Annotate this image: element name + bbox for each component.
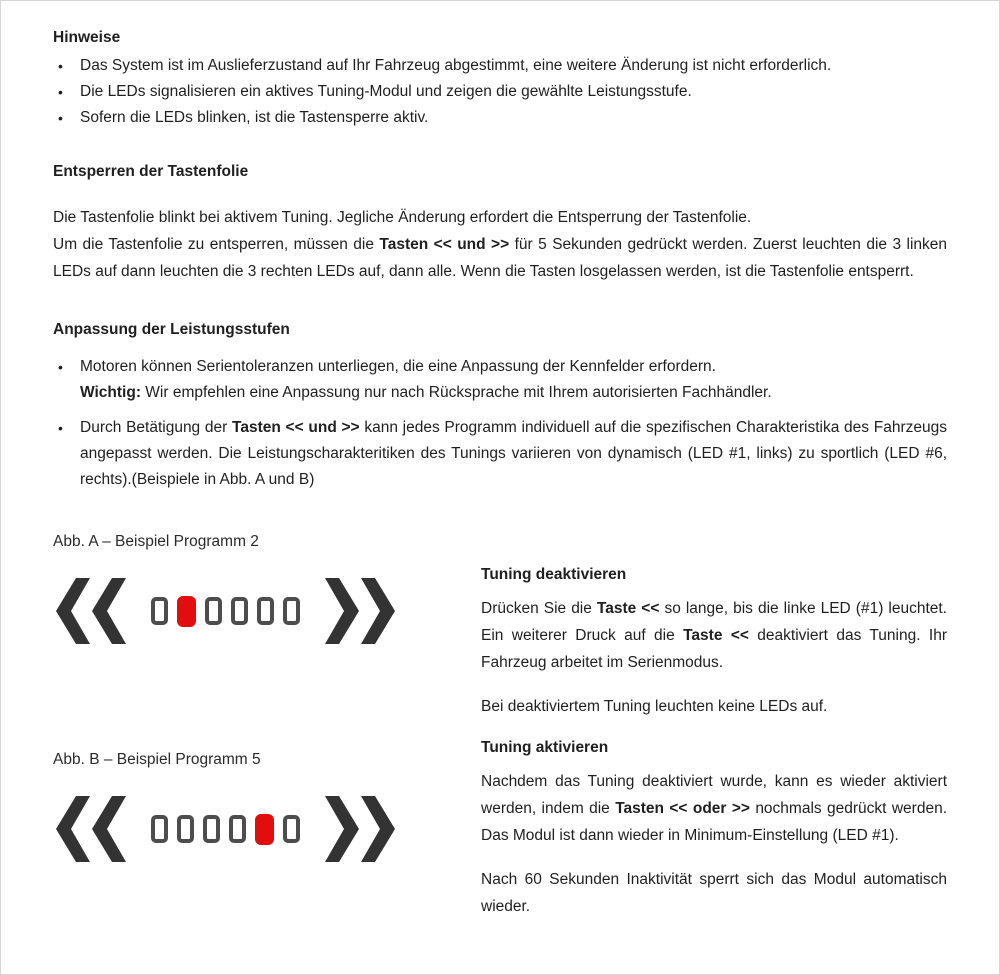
figures-and-instructions	[53, 531, 947, 937]
bold-keys-segment: Taste <<	[596, 600, 660, 617]
bullet-text: Sofern die LEDs blinken, ist die Tastensperre aktiv.	[80, 109, 429, 126]
bullet-marker: •	[58, 84, 63, 100]
led-display-figure-a	[56, 577, 481, 645]
led-4	[231, 597, 248, 625]
bold-keys-segment: Tasten << oder >>	[615, 800, 750, 817]
anpassung-title: Anpassung der Leistungsstufen	[53, 321, 290, 338]
anpassung-bullet-list	[53, 354, 947, 493]
text-segment: kann jedes Programm individuell auf die spezifischen Charakteristika des Fahrzeugs angepasst werden. Die Leistungscharakteritiken des Tunings variieren von dynamisch (LED #1, links) zu sportlich (LED #6, rechts).(Beispiele in Abb. A und B)	[80, 419, 947, 488]
text-segment: Drücken Sie die	[481, 600, 597, 617]
hinweise-title: Hinweise	[53, 29, 121, 46]
figures-column	[53, 531, 481, 937]
wichtig-label: Wichtig:	[80, 384, 141, 401]
bullet-text	[80, 415, 947, 493]
text-segment: Nachdem das Tuning deaktiviert wurde, kann es wieder aktiviert werden, indem die	[481, 773, 947, 817]
bullet-text: Motoren können Serientoleranzen unterliegen, die eine Anpassung der Kennfelder erfordern.	[80, 358, 716, 375]
led-display-figure-b	[56, 795, 481, 863]
led-row	[151, 814, 300, 845]
figure-a-label: Abb. A – Beispiel Programm 2	[53, 533, 259, 550]
bold-keys-segment: Tasten << und >>	[379, 236, 510, 253]
text-segment: Durch Betätigung der	[80, 419, 233, 436]
led-2-active	[177, 596, 196, 627]
double-chevron-right-icon	[321, 796, 395, 862]
tuning-deaktivieren-paragraph-1	[481, 595, 947, 676]
entsperren-title: Entsperren der Tastenfolie	[53, 163, 249, 180]
led-1	[151, 597, 168, 625]
entsperren-paragraph-1: Die Tastenfolie blinkt bei aktivem Tuning. Jegliche Änderung erfordert die Entsperrung der Tastenfolie.	[53, 209, 752, 226]
led-row	[151, 596, 300, 627]
bullet-marker: •	[58, 420, 63, 436]
tuning-aktivieren-title: Tuning aktivieren	[481, 739, 609, 756]
entsperren-paragraph-2	[53, 231, 947, 285]
tuning-aktivieren-paragraph-2: Nach 60 Sekunden Inaktivität sperrt sich das Modul automatisch wieder.	[481, 871, 947, 915]
led-1	[151, 815, 168, 843]
bold-keys-segment: Tasten << und >>	[232, 419, 360, 436]
section-hinweise	[53, 27, 947, 131]
led-5	[257, 597, 274, 625]
tuning-deaktivieren-title: Tuning deaktivieren	[481, 566, 627, 583]
hinweise-bullet-list	[53, 53, 947, 131]
list-item	[53, 354, 947, 406]
text-segment: deaktiviert das Tuning. Ihr Fahrzeug arbeitet im Serienmodus.	[481, 627, 947, 671]
bullet-marker: •	[58, 110, 63, 126]
bullet-text: Das System ist im Auslieferzustand auf Ihr Fahrzeug abgestimmt, eine weitere Änderung ist nicht erforderlich.	[80, 57, 832, 74]
bullet-text: Wir empfehlen eine Anpassung nur nach Rücksprache mit Ihrem autorisierten Fachhändler.	[141, 384, 772, 401]
led-5-active	[255, 814, 274, 845]
list-item	[53, 105, 947, 131]
list-item	[53, 415, 947, 493]
section-entsperren	[53, 161, 947, 285]
bullet-text: Die LEDs signalisieren ein aktives Tuning-Modul und zeigen die gewählte Leistungsstufe.	[80, 83, 692, 100]
list-item	[53, 53, 947, 79]
instructions-column	[481, 531, 947, 937]
led-3	[203, 815, 220, 843]
double-chevron-left-icon	[56, 796, 130, 862]
led-6	[283, 597, 300, 625]
bullet-marker: •	[58, 58, 63, 74]
section-anpassung	[53, 319, 947, 493]
list-item	[53, 79, 947, 105]
text-segment: so lange, bis die linke LED (#1) leuchtet. Ein weiterer Druck auf die	[481, 600, 947, 644]
text-segment: Um die Tastenfolie zu entsperren, müssen die	[53, 236, 380, 253]
figure-b-label: Abb. B – Beispiel Programm 5	[53, 751, 261, 768]
text-segment: nochmals gedrückt werden. Das Modul ist dann wieder in Minimum-Einstellung (LED #1).	[481, 800, 947, 844]
led-4	[229, 815, 246, 843]
tuning-deaktivieren-paragraph-2: Bei deaktiviertem Tuning leuchten keine LEDs auf.	[481, 698, 828, 715]
led-3	[205, 597, 222, 625]
bullet-marker: •	[58, 359, 63, 375]
text-segment: für 5 Sekunden gedrückt werden. Zuerst leuchten die 3 linken LEDs auf dann leuchten die 3 rechten LEDs auf, dann alle. Wenn die Tasten losgelassen werden, ist die Tastenfolie entsperrt.	[53, 236, 947, 280]
led-6	[283, 815, 300, 843]
tuning-aktivieren-paragraph-1	[481, 768, 947, 849]
double-chevron-right-icon	[321, 578, 395, 644]
bold-keys-segment: Taste <<	[683, 627, 749, 644]
double-chevron-left-icon	[56, 578, 130, 644]
led-2	[177, 815, 194, 843]
